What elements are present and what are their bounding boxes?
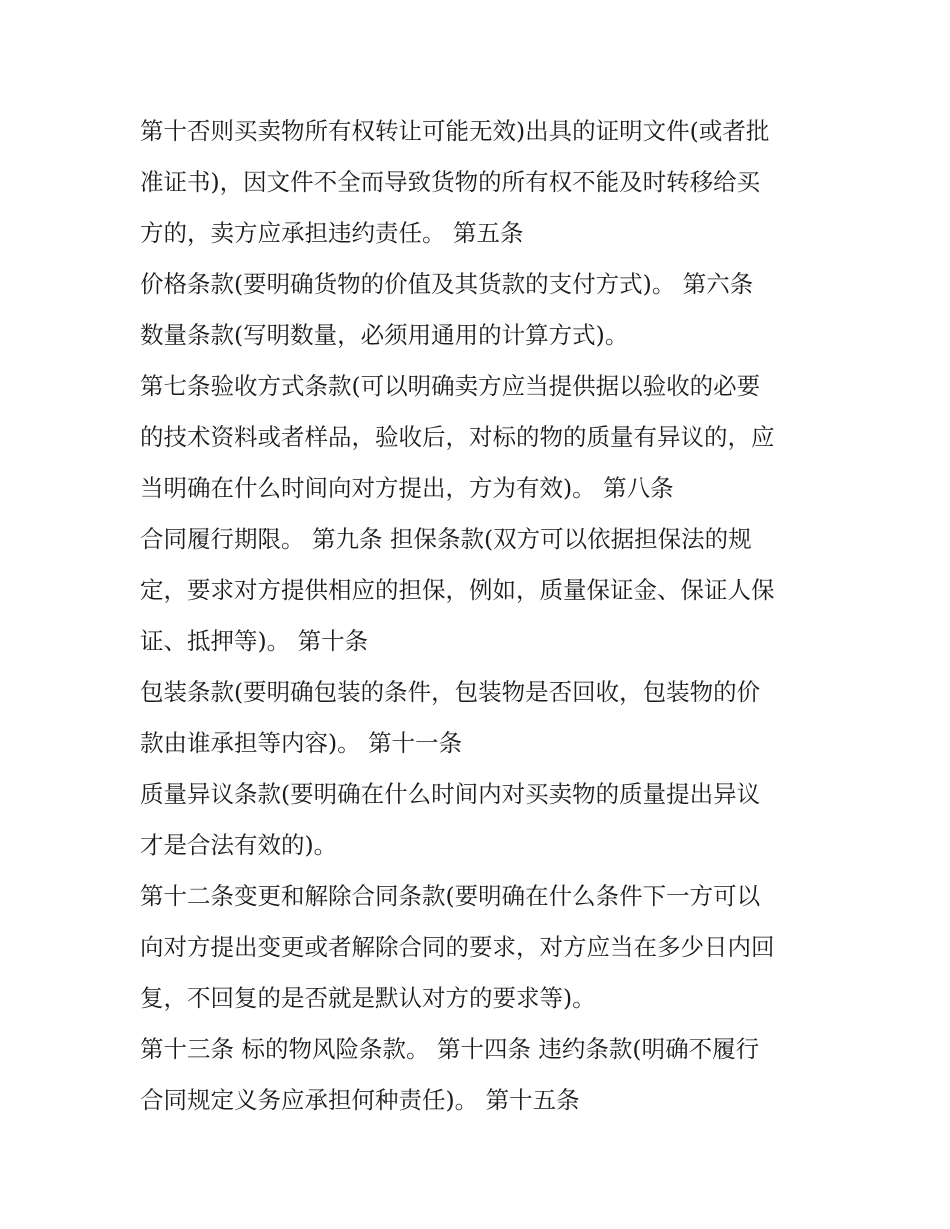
- text-line: 第十二条变更和解除合同条款(要明确在什么条件下一方可以: [140, 882, 761, 910]
- text-line: 方的，卖方应承担违约责任。 第五条: [140, 219, 524, 247]
- text-line: 准证书)，因文件不全而导致货物的所有权不能及时转移给买: [140, 168, 761, 196]
- text-line: 合同规定义务应承担何种责任)。 第十五条: [140, 1086, 580, 1114]
- text-line: 合同履行期限。 第九条 担保条款(双方可以依据担保法的规: [140, 525, 752, 553]
- text-line: 证、抵押等)。 第十条: [140, 627, 369, 655]
- text-line: 当明确在什么时间向对方提出，方为有效)。 第八条: [140, 474, 674, 502]
- text-line: 复，不回复的是否就是默认对方的要求等)。: [140, 984, 596, 1012]
- text-line: 包装条款(要明确包装的条件，包装物是否回收，包装物的价: [140, 678, 761, 706]
- text-line: 第十三条 标的物风险条款。 第十四条 违约条款(明确不履行: [140, 1035, 760, 1063]
- text-line: 款由谁承担等内容)。 第十一条: [140, 729, 463, 757]
- text-line: 价格条款(要明确货物的价值及其货款的支付方式)。 第六条: [140, 270, 754, 298]
- text-line: 定，要求对方提供相应的担保，例如，质量保证金、保证人保: [140, 576, 775, 604]
- document-body: [140, 106, 815, 1126]
- text-line: 质量异议条款(要明确在什么时间内对买卖物的质量提出异议: [140, 780, 761, 808]
- text-line: 第七条验收方式条款(可以明确卖方应当提供据以验收的必要: [140, 372, 761, 400]
- text-line: 数量条款(写明数量，必须用通用的计算方式)。: [140, 321, 629, 349]
- text-line: 向对方提出变更或者解除合同的要求，对方应当在多少日内回: [140, 933, 775, 961]
- text-line: 才是合法有效的)。: [140, 831, 338, 859]
- text-line: 第十否则买卖物所有权转让可能无效)出具的证明文件(或者批: [140, 117, 770, 145]
- text-line: 的技术资料或者样品，验收后，对标的物的质量有异议的，应: [140, 423, 775, 451]
